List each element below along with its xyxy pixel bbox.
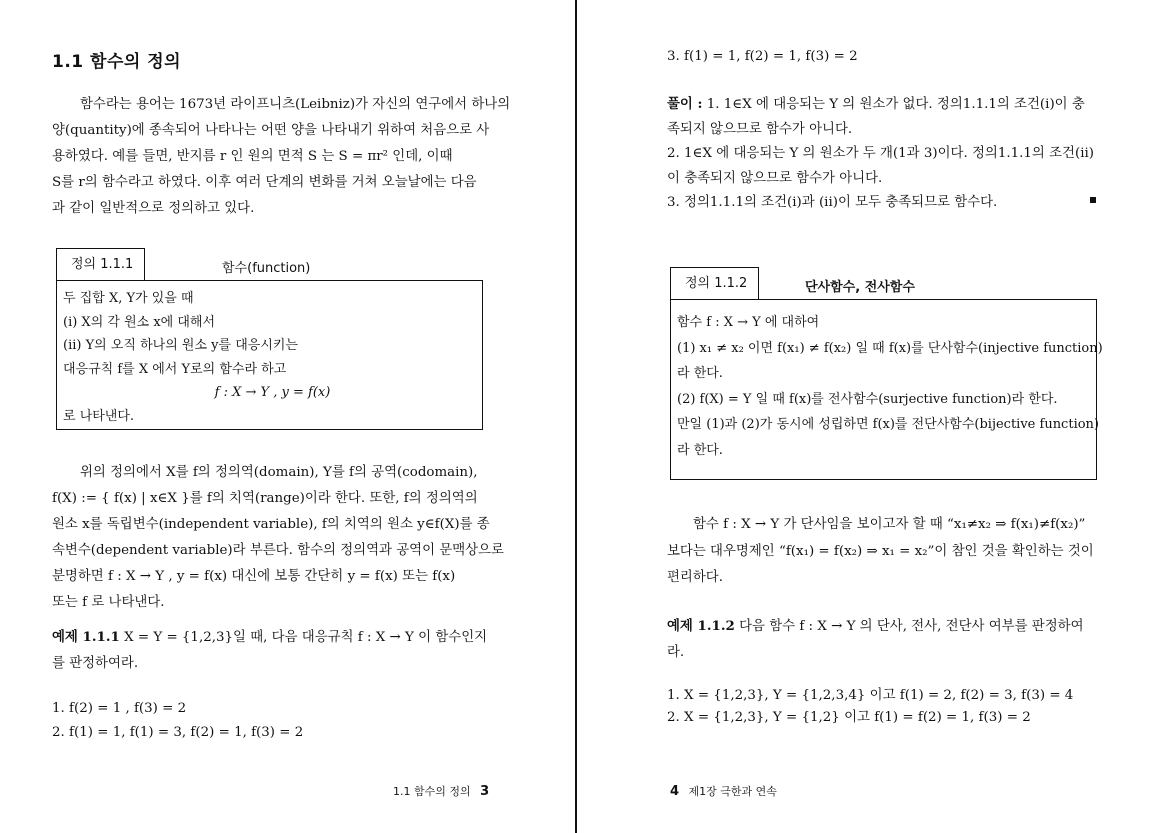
injective-paragraph <box>667 512 1107 592</box>
example-1-1-2 <box>667 613 1107 666</box>
list-item: 1. X = {1,2,3}, Y = {1,2,3,4} 이고 f(1) = 2, f(2) = 3, f(3) = 4 <box>667 688 1074 703</box>
paragraph-line: 편리하다. <box>667 570 723 585</box>
intro-line: 용하였다. 예를 들면, 반지름 r 인 원의 면적 S 는 S = πr² 인데, 이때 <box>52 149 453 164</box>
intro-line: S를 r의 함수라고 하였다. 이후 여러 단계의 변화를 거쳐 오늘날에는 다음 <box>52 175 477 190</box>
right-footer <box>664 783 777 799</box>
definition-line: 만일 (1)과 (2)가 동시에 성립하면 f(x)를 전단사함수(bijective function) <box>677 417 1099 433</box>
example-text: 다음 함수 f : X → Y 의 단사, 전사, 전단사 여부를 판정하여 <box>739 619 1084 634</box>
explanation-line: 속변수(dependent variable)라 부른다. 함수의 정의역과 공역이 문맥상으로 <box>52 543 504 558</box>
definition-line: (1) x₁ ≠ x₂ 이면 f(x₁) ≠ f(x₂) 일 때 f(x)를 단사함수(injective function) <box>677 340 1103 356</box>
definition-line: 로 나타낸다. <box>63 408 135 424</box>
paragraph-line: 보다는 대우명제인 “f(x₁) = f(x₂) ⇒ x₁ = x₂”이 참인 것을 확인하는 것이 <box>667 543 1094 559</box>
footer-running-title: 제1장 극한과 연속 <box>688 785 777 798</box>
definition-line: 함수 f : X → Y 에 대하여 <box>677 315 820 330</box>
solution-line: 3. 정의1.1.1의 조건(i)과 (ii)이 모두 충족되므로 함수다. <box>667 195 998 210</box>
definition-label: 정의 1.1.1 <box>56 248 145 281</box>
qed-square-icon <box>1090 197 1096 203</box>
list-item: 1. f(2) = 1 , f(3) = 2 <box>52 701 187 716</box>
intro-line: 과 같이 일반적으로 정의하고 있다. <box>52 201 255 216</box>
intro-line: 양(quantity)에 종속되어 나타나는 어떤 양을 나타내기 위하여 처음으로 사 <box>52 123 490 138</box>
list-item: 3. f(1) = 1, f(2) = 1, f(3) = 2 <box>667 49 858 64</box>
explanation-paragraph <box>52 460 504 616</box>
list-item: 2. X = {1,2,3}, Y = {1,2} 이고 f(1) = f(2) = 1, f(3) = 2 <box>667 710 1031 725</box>
explanation-line: 또는 f 로 나타낸다. <box>52 595 165 610</box>
example-text: 를 판정하여라. <box>52 656 139 671</box>
definition-box <box>670 299 1103 480</box>
definition-line: 라 한다. <box>677 442 723 458</box>
definition-line: 대응규칙 f를 X 에서 Y로의 함수라 하고 <box>63 361 287 377</box>
left-footer <box>393 783 495 799</box>
intro-paragraph <box>52 92 511 222</box>
example-items <box>667 685 1107 729</box>
example-label: 예제 1.1.2 <box>667 618 735 634</box>
example-header <box>667 613 1107 640</box>
example-1-1-1 <box>52 624 492 677</box>
definition-line: 두 집합 X, Y가 있을 때 <box>63 291 194 306</box>
solution <box>667 92 1107 216</box>
explanation-line: f(X) := { f(x) | x∈X }를 f의 치역(range)이라 한다. 또한, f의 정의역의 <box>52 491 478 506</box>
page-number: 4 <box>670 784 680 799</box>
right-page <box>578 0 1164 833</box>
paragraph-line: 함수 f : X → Y 가 단사임을 보이고자 할 때 “x₁≠x₂ ⇒ f(x₁)≠f(x₂)” <box>693 517 1086 532</box>
example-label: 예제 1.1.1 <box>52 629 120 645</box>
list-item: 2. f(1) = 1, f(1) = 3, f(2) = 1, f(3) = 2 <box>52 725 304 740</box>
example-items <box>52 697 492 745</box>
example-item-3 <box>667 44 1107 70</box>
definition-formula: f : X → Y , y = f(x) <box>214 385 331 401</box>
definition-line: (i) X의 각 원소 x에 대해서 <box>63 314 216 330</box>
solution-line: 족되지 않으므로 함수가 아니다. <box>667 121 853 137</box>
example-text: X = Y = {1,2,3}일 때, 다음 대응규칙 f : X → Y 이 함수인지 <box>124 630 488 645</box>
section-title: 1.1 함수의 정의 <box>52 52 182 72</box>
intro-line: 함수라는 용어는 1673년 라이프니츠(Leibniz)가 자신의 연구에서 하나의 <box>80 97 511 112</box>
explanation-line: 원소 x를 독립변수(independent variable), f의 치역의 원소 y∈f(X)를 종 <box>52 517 490 532</box>
solution-line: 이 충족되지 않으므로 함수가 아니다. <box>667 170 883 186</box>
explanation-line: 위의 정의에서 X를 f의 정의역(domain), Y를 f의 공역(codomain), <box>80 465 478 480</box>
explanation-line: 분명하면 f : X → Y , y = f(x) 대신에 보통 간단히 y = f(x) 또는 f(x) <box>52 569 456 584</box>
page-number: 3 <box>480 784 490 799</box>
definition-line: (2) f(X) = Y 일 때 f(x)를 전사함수(surjective function)라 한다. <box>677 391 1058 407</box>
definition-label: 정의 1.1.2 <box>670 267 759 300</box>
definition-line: 라 한다. <box>677 366 723 382</box>
solution-first-line <box>667 92 1107 118</box>
footer-running-title: 1.1 함수의 정의 <box>393 785 471 798</box>
definition-box <box>56 280 483 430</box>
definition-line: (ii) Y의 오직 하나의 원소 y를 대응시키는 <box>63 338 298 354</box>
left-page <box>0 0 576 833</box>
solution-line: 2. 1∈X 에 대응되는 Y 의 원소가 두 개(1과 3)이다. 정의1.1.1의 조건(ii) <box>667 146 1095 161</box>
example-header <box>52 624 492 651</box>
solution-line: 1. 1∈X 에 대응되는 Y 의 원소가 없다. 정의1.1.1의 조건(i)이 충 <box>706 97 1085 112</box>
definition-title: 단사함수, 전사함수 <box>805 280 915 295</box>
example-text: 라. <box>667 645 685 660</box>
solution-label: 풀이 : <box>667 96 703 112</box>
definition-title: 함수(function) <box>222 261 311 276</box>
